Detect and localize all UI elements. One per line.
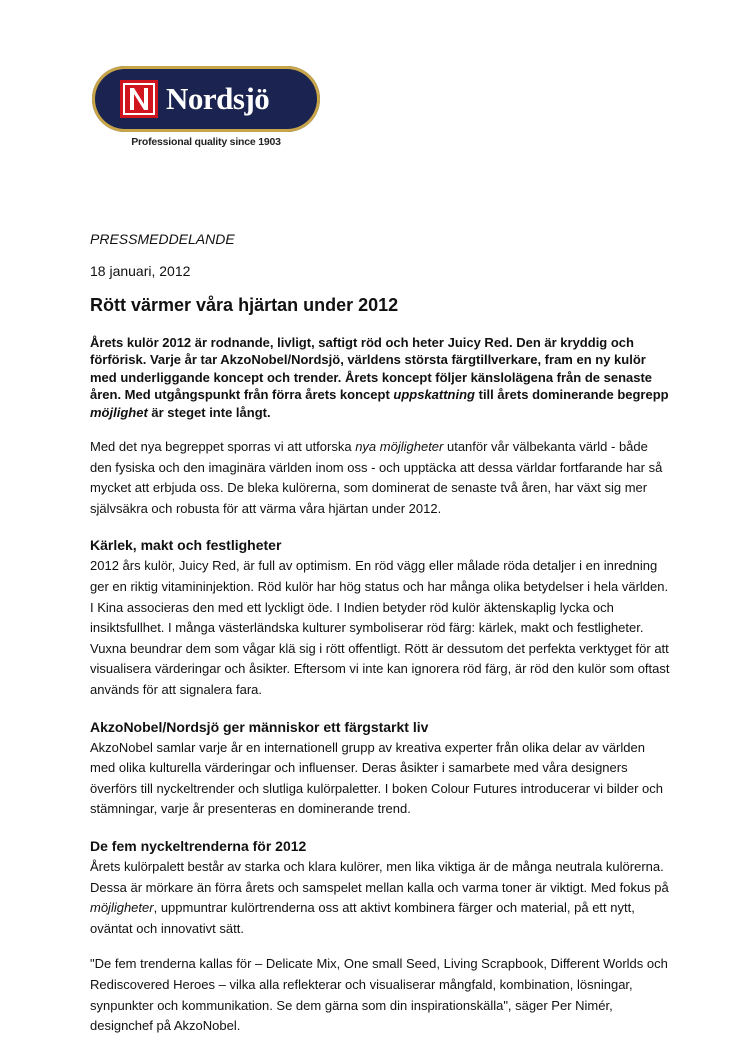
press-release	[90, 230, 670, 1037]
nordsjo-logo	[92, 66, 320, 156]
nordsjo-n-mark-icon	[120, 80, 158, 118]
logo-oval-badge	[92, 66, 320, 132]
section-heading: AkzoNobel/Nordsjö ger människor ett färgstarkt liv	[90, 718, 429, 735]
lead-paragraph: Årets kulör 2012 är rodnande, livligt, saftigt röd och heter Juicy Red. Den är kryddig och förförisk. Varje år tar AkzoNobel/Nordsjö, världens största färgtillverkare, fram en ny kulör med underliggande koncept och trender. Årets koncept följer känslolägena från de senaste åren. Med utgångspunkt från förra årets koncept uppskattning till årets dominerande begrepp möjlighet är steget inte långt.	[90, 335, 669, 420]
designer-quote: "De fem trenderna kallas för – Delicate Mix, One small Seed, Living Scrapbook, Different Worlds och Rediscovered Heroes – vilka alla reflekterar och visualiserar mångfald, kombination, lösningar, synpunkter och kommunikation. Se dem gärna som din inspirationskälla", säger Per Nimér, designchef på AkzoNobel.	[90, 956, 668, 1034]
section-heading: De fem nyckeltrenderna för 2012	[90, 837, 307, 854]
document-date: 18 januari, 2012	[90, 263, 191, 279]
brand-wordmark: Nordsjö	[166, 81, 270, 116]
section-body: 2012 års kulör, Juicy Red, är full av optimism. En röd vägg eller målade röda detaljer i en inredning ger en riktig vitamininjektion. Röd kulör har hög status och har många olika betydelser i hela världen. I Kina associeras den med ett lyckligt öde. I Indien betyder röd kulör äktenskaplig lycka och insiktsfullhet. I många västerländska kulturer symboliserar röd färg: kärlek, makt och festligheter. Vuxna beundrar dem som vågar klä sig i rött offentligt. Rött är dessutom det perfekta verktyget för att visualisera värderingar och åsikter. Eftersom vi inte kan ignorera röd färg, är röd den kulör som oftast används för att signalera fara.	[90, 558, 670, 697]
section-body: AkzoNobel samlar varje år en internationell grupp av kreativa experter från olika delar av världen med olika kulturella värderingar och influenser. Deras åsikter i samarbete med våra designers överförs till nyckeltrender och slutliga kulörpaletter. I boken Colour Futures introducerar vi bilder och stämningar, varje år presenteras en dominerande trend.	[90, 739, 663, 817]
document-kicker: PRESSMEDDELANDE	[90, 231, 235, 247]
section-body: Årets kulörpalett består av starka och klara kulörer, men lika viktiga är de många neutrala kulörerna. Dessa är mörkare än förra årets och samspelet mellan kalla och varma toner är viktigt. Med fokus på möjligheter, uppmuntrar kulörtrenderna oss att aktivt kombinera färger och material, på ett nytt, oväntat och innovativt sätt.	[90, 858, 669, 936]
brand-tagline: Professional quality since 1903	[131, 136, 281, 148]
section-heading: Kärlek, makt och festligheter	[90, 537, 282, 554]
intro-paragraph: Med det nya begreppet sporras vi att utforska nya möjligheter utanför vår välbekanta värld - både den fysiska och den imaginära världen inom oss - och upptäcka att dessa världar fortfarande har så mycket att erbjuda oss. De bleka kulörerna, som dominerat de senaste två åren, har växt sig mer självsäkra och robusta för att värma våra hjärtan under 2012.	[90, 439, 663, 516]
document-title: Rött värmer våra hjärtan under 2012	[90, 295, 399, 315]
